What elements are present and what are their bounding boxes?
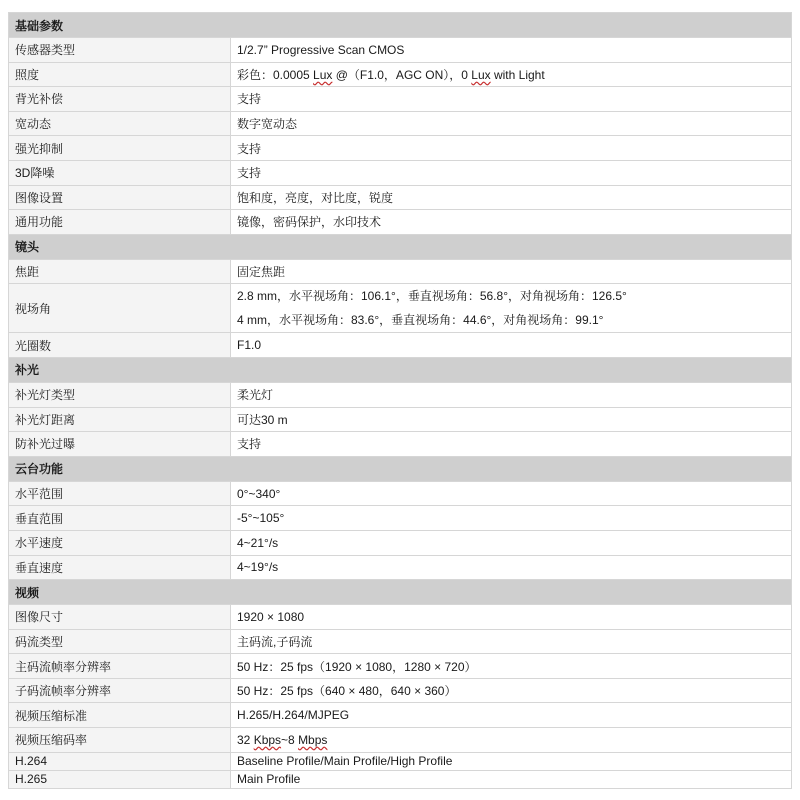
row-value: 支持 [231,160,792,185]
table-row [9,407,792,432]
table-row [9,605,792,630]
table-row [9,530,792,555]
row-label: 焦距 [9,259,231,284]
spellcheck-word: Mbps [298,732,328,747]
row-value: 支持 [231,432,792,457]
row-label: 图像尺寸 [9,605,231,630]
row-value [231,62,792,87]
row-label: 水平范围 [9,481,231,506]
table-row [9,333,792,358]
row-label: 图像设置 [9,185,231,210]
value-line: 4 mm，水平视场角：83.6°，垂直视场角：44.6°，对角视场角：99.1° [237,313,604,328]
row-label: 垂直范围 [9,506,231,531]
table-row [9,481,792,506]
row-value: 50 Hz：25 fps（1920 × 1080，1280 × 720） [231,654,792,679]
table-row [9,111,792,136]
row-value: 0°~340° [231,481,792,506]
row-value [231,284,792,333]
section-title: 镜头 [9,234,792,259]
row-value: Baseline Profile/Main Profile/High Profile [231,752,792,770]
row-value: 50 Hz：25 fps（640 × 480，640 × 360） [231,678,792,703]
table-row [9,259,792,284]
row-label: 传感器类型 [9,38,231,63]
section-title: 视频 [9,580,792,605]
row-label: 补光灯类型 [9,382,231,407]
row-label: 通用功能 [9,210,231,235]
row-label: 防补光过曝 [9,432,231,457]
table-row [9,555,792,580]
table-row [9,87,792,112]
row-value: -5°~105° [231,506,792,531]
row-label: 强光抑制 [9,136,231,161]
value-part: 32 [237,732,254,747]
row-value: 1920 × 1080 [231,605,792,630]
table-row [9,506,792,531]
row-label: 光圈数 [9,333,231,358]
table-row [9,703,792,728]
table-row [9,160,792,185]
section-title: 基础参数 [9,13,792,38]
spellcheck-word: Kbps [253,732,282,747]
section-header [9,234,792,259]
table-row [9,38,792,63]
row-value: 柔光灯 [231,382,792,407]
section-header [9,456,792,481]
spellcheck-word: Lux [471,67,491,82]
row-label: H.264 [9,752,231,770]
value-part: with Light [490,67,545,82]
value-line: 2.8 mm，水平视场角：106.1°，垂直视场角：56.8°，对角视场角：126.5° [237,289,627,304]
spec-table [8,12,792,789]
row-value: 固定焦距 [231,259,792,284]
row-label: 子码流帧率分辨率 [9,678,231,703]
row-value [231,728,792,753]
section-header [9,357,792,382]
row-value: 镜像，密码保护，水印技术 [231,210,792,235]
section-header [9,580,792,605]
row-value: 可达30 m [231,407,792,432]
row-label: 视频压缩标准 [9,703,231,728]
row-value: 4~21°/s [231,530,792,555]
table-row [9,752,792,770]
row-value: 4~19°/s [231,555,792,580]
section-title: 云台功能 [9,456,792,481]
row-label: 码流类型 [9,629,231,654]
row-label: 视场角 [9,284,231,333]
value-part: 彩色：0.0005 [237,67,314,82]
value-part: @（F1.0，AGC ON），0 [332,67,472,82]
table-row [9,284,792,333]
table-row [9,432,792,457]
row-label: 照度 [9,62,231,87]
section-title: 补光 [9,357,792,382]
row-label: 水平速度 [9,530,231,555]
row-label: 背光补偿 [9,87,231,112]
row-label: 视频压缩码率 [9,728,231,753]
row-label: 宽动态 [9,111,231,136]
table-row [9,62,792,87]
table-row [9,210,792,235]
row-value: 饱和度，亮度，对比度，锐度 [231,185,792,210]
table-row [9,654,792,679]
table-row [9,770,792,788]
row-label: H.265 [9,770,231,788]
value-part: ~8 [281,732,299,747]
row-value: 1/2.7” Progressive Scan CMOS [231,38,792,63]
row-value: 支持 [231,87,792,112]
row-value: 支持 [231,136,792,161]
row-value: 数字宽动态 [231,111,792,136]
table-row [9,678,792,703]
table-row [9,629,792,654]
table-row [9,136,792,161]
row-value: Main Profile [231,770,792,788]
spellcheck-word: Lux [313,67,333,82]
table-row [9,185,792,210]
row-label: 垂直速度 [9,555,231,580]
row-label: 补光灯距离 [9,407,231,432]
row-value: 主码流,子码流 [231,629,792,654]
row-label: 3D降噪 [9,160,231,185]
section-header [9,13,792,38]
table-row [9,728,792,753]
row-value: H.265/H.264/MJPEG [231,703,792,728]
table-row [9,382,792,407]
row-label: 主码流帧率分辨率 [9,654,231,679]
row-value: F1.0 [231,333,792,358]
